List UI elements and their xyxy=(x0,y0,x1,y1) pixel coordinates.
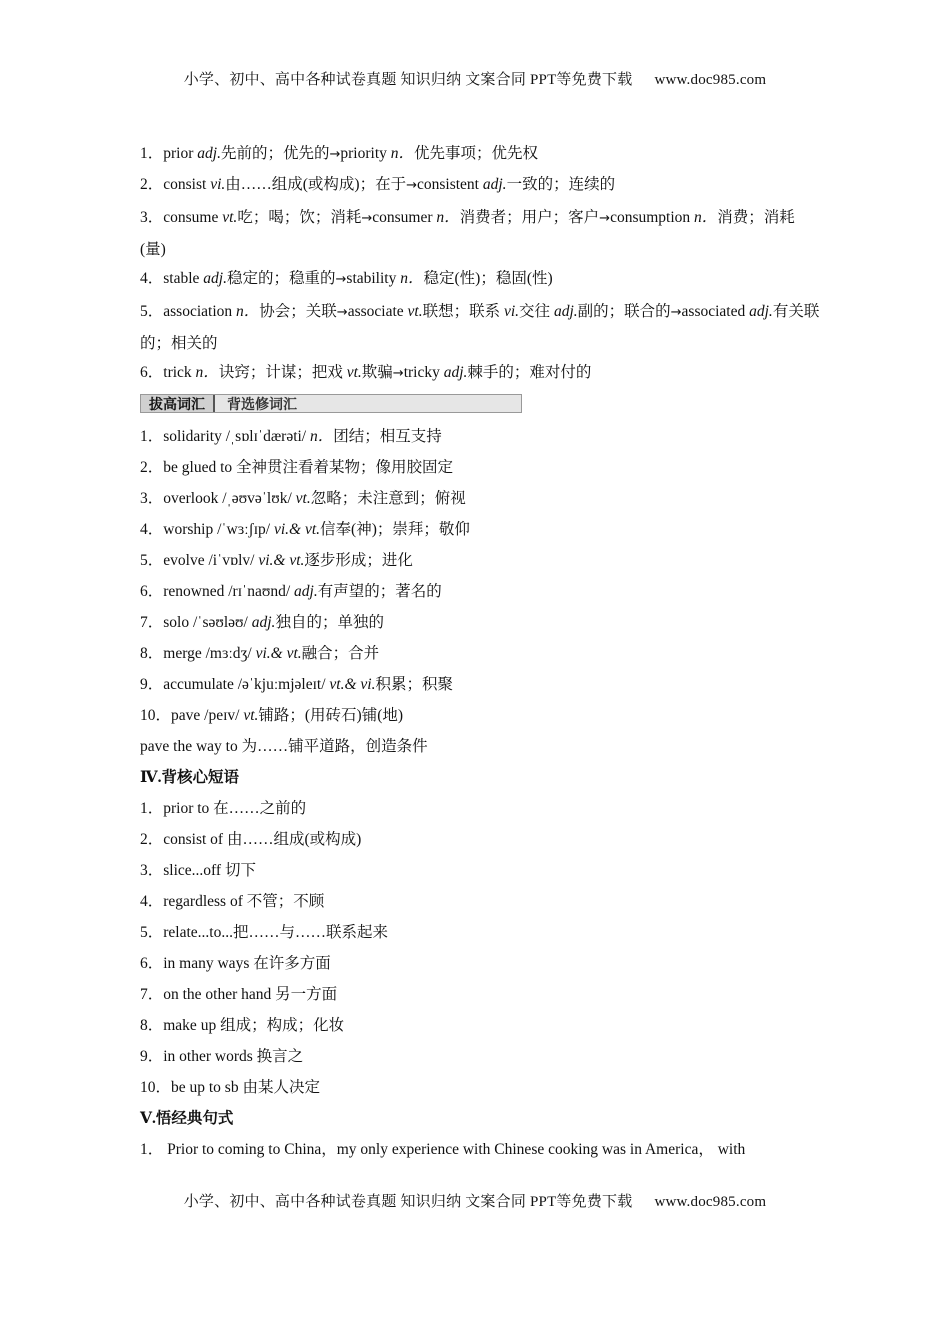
part-of-speech: adj. xyxy=(294,583,318,600)
phrase-entry: 5．relate...to...把……与……联系起来 xyxy=(140,924,388,941)
vocabulary-derivatives-list xyxy=(140,140,820,390)
part-of-speech: vi.& vt. xyxy=(258,552,305,569)
advanced-vocab-entry xyxy=(140,516,820,547)
pave-phrase-note: pave the way to 为……铺平道路，创造条件 xyxy=(140,738,428,755)
entry-text: consist xyxy=(163,176,211,193)
document-body xyxy=(140,140,820,1167)
vocab-entry xyxy=(140,202,820,265)
part-of-speech: vt. xyxy=(243,707,259,724)
page-header xyxy=(0,68,950,89)
entry-text: 联想；联系 xyxy=(422,303,504,320)
entry-number: 4． xyxy=(140,270,164,287)
part-of-speech: vt. xyxy=(407,303,423,320)
entry-text: 诀窍；计谋；把戏 xyxy=(218,364,347,381)
part-of-speech: adj. xyxy=(197,145,221,162)
part-of-speech: vi. xyxy=(210,176,226,193)
phrase-entry: 9．in other words 换言之 xyxy=(140,1048,304,1065)
entry-text: 协会；关联 xyxy=(259,303,337,320)
entry-word: overlook /ˌəʊvəˈlʊk/ xyxy=(163,490,296,507)
part-of-speech: n． xyxy=(310,428,334,445)
part-of-speech: vi.& vt. xyxy=(255,645,302,662)
phrase-entry: 1．prior to 在……之前的 xyxy=(140,800,307,817)
entry-text: associate xyxy=(347,303,408,320)
banner-right-label: 背选修词汇 xyxy=(227,397,297,413)
entry-word: solidarity /ˌsɒlɪˈdærəti/ xyxy=(163,428,310,445)
vocab-entry xyxy=(140,140,820,171)
advanced-vocab-entry xyxy=(140,454,820,485)
banner-left-label: 拔高词汇 xyxy=(141,395,215,412)
entry-text: associated xyxy=(681,303,750,320)
arrow-icon: → xyxy=(670,305,682,320)
advanced-vocab-entry xyxy=(140,485,820,516)
sentence-entry: 1． Prior to coming to China，my only experience with Chinese cooking was in America， with xyxy=(140,1141,746,1158)
entry-meaning: 逐步形成；进化 xyxy=(304,552,413,569)
entry-text: 棘手的；难对付的 xyxy=(467,364,592,381)
arrow-icon: → xyxy=(336,305,348,320)
section-banner xyxy=(140,394,522,413)
part-of-speech: n． xyxy=(236,303,260,320)
entry-text: association xyxy=(163,303,237,320)
part-of-speech: n． xyxy=(390,145,415,162)
entry-text: consumption xyxy=(610,209,695,226)
entry-text: priority xyxy=(340,145,391,162)
entry-meaning: 铺路；(用砖石)铺(地) xyxy=(258,707,404,724)
entry-text: consume xyxy=(163,209,223,226)
entry-meaning: 积累；积聚 xyxy=(375,676,453,693)
entry-number: 8． xyxy=(140,645,164,662)
advanced-vocab-entry xyxy=(140,671,820,702)
entry-word: renowned /rɪˈnaʊnd/ xyxy=(163,583,295,600)
entry-text: consumer xyxy=(372,209,437,226)
part-of-speech: n． xyxy=(400,270,424,287)
core-phrases-list xyxy=(140,795,820,1105)
entry-meaning: 信奉(神)；崇拜；敬仰 xyxy=(320,521,470,538)
entry-meaning: 团结；相互支持 xyxy=(333,428,442,445)
header-text: 小学、初中、高中各种试卷真题 知识归纳 文案合同 PPT等免费下载 xyxy=(183,72,633,88)
entry-word: solo /ˈsəʊləʊ/ xyxy=(163,614,252,631)
header-url: www.doc985.com xyxy=(654,72,767,88)
phrase-entry: 3．slice...off 切下 xyxy=(140,862,256,879)
entry-text: 稳定的；稳重的 xyxy=(226,270,336,287)
footer-url: www.doc985.com xyxy=(654,1194,767,1210)
vocab-entry xyxy=(140,265,820,296)
entry-meaning: 有声望的；著名的 xyxy=(317,583,442,600)
entry-text: 副的；联合的 xyxy=(577,303,671,320)
entry-word: merge /mɜːdʒ/ xyxy=(163,645,256,662)
entry-text: 优先事项；优先权 xyxy=(414,145,539,162)
entry-meaning: 融合；合并 xyxy=(301,645,380,662)
entry-text: tricky xyxy=(403,364,444,381)
entry-text: consistent xyxy=(417,176,483,193)
footer-text: 小学、初中、高中各种试卷真题 知识归纳 文案合同 PPT等免费下载 xyxy=(183,1194,633,1210)
entry-meaning: 独自的；单独的 xyxy=(275,614,384,631)
advanced-vocab-entry xyxy=(140,547,820,578)
advanced-vocabulary-list xyxy=(140,423,820,733)
part-of-speech: vt. xyxy=(295,490,311,507)
part-of-speech: adj. xyxy=(443,364,468,381)
part-of-speech: adj. xyxy=(203,270,227,287)
part-of-speech: adj. xyxy=(482,176,507,193)
entry-word: pave /peɪv/ xyxy=(171,707,244,724)
phrase-entry: 2．consist of 由……组成(或构成) xyxy=(140,831,362,848)
arrow-icon: → xyxy=(392,366,404,381)
part-of-speech: n． xyxy=(436,209,460,226)
entry-text: 吃；喝；饮；消耗 xyxy=(237,209,362,226)
vocab-entry xyxy=(140,296,820,359)
entry-text: trick xyxy=(163,364,196,381)
entry-text: stable xyxy=(163,270,204,287)
entry-text: prior xyxy=(163,145,198,162)
entry-number: 5． xyxy=(140,552,164,569)
arrow-icon: → xyxy=(335,272,347,287)
arrow-icon: → xyxy=(599,211,611,226)
part-of-speech: vt. xyxy=(222,209,238,226)
phrase-entry: 6．in many ways 在许多方面 xyxy=(140,955,331,972)
entry-number: 5． xyxy=(140,303,164,320)
part-of-speech: vi. xyxy=(503,303,520,320)
phrase-entry: 8．make up 组成；构成；化妆 xyxy=(140,1017,345,1034)
page-footer xyxy=(0,1190,950,1211)
entry-text: 有关联的；相关的 xyxy=(140,303,820,352)
entry-text: 一致的；连续的 xyxy=(506,176,616,193)
part-of-speech: vi.& vt. xyxy=(273,521,321,538)
entry-text: 消费者；用户；客户 xyxy=(459,209,600,226)
arrow-icon: → xyxy=(361,211,373,226)
advanced-vocab-entry xyxy=(140,702,820,733)
entry-number: 6． xyxy=(140,364,164,381)
part-of-speech: vt. xyxy=(346,364,362,381)
vocab-entry xyxy=(140,171,820,202)
phrase-entry: 7．on the other hand 另一方面 xyxy=(140,986,338,1003)
advanced-vocab-entry xyxy=(140,423,820,454)
part-of-speech: n． xyxy=(694,209,718,226)
entry-meaning: 全神贯注看着某物；像用胶固定 xyxy=(236,459,454,476)
part-of-speech: adj. xyxy=(251,614,276,631)
entry-word: worship /ˈwɜːʃɪp/ xyxy=(163,521,274,538)
classic-sentences-title: Ⅴ.悟经典句式 xyxy=(140,1110,234,1127)
phrase-entry: 4．regardless of 不管；不顾 xyxy=(140,893,325,910)
advanced-vocab-entry xyxy=(140,640,820,671)
vocab-entry xyxy=(140,359,820,390)
core-phrases-title: Ⅳ.背核心短语 xyxy=(140,769,239,786)
entry-number: 9． xyxy=(140,676,164,693)
entry-number: 3． xyxy=(140,490,164,507)
advanced-vocab-entry xyxy=(140,578,820,609)
entry-meaning: 忽略；未注意到；俯视 xyxy=(310,490,466,507)
entry-text: 消费；消耗(量) xyxy=(140,209,795,258)
entry-number: 6． xyxy=(140,583,164,600)
entry-number: 4． xyxy=(140,521,164,538)
entry-number: 7． xyxy=(140,614,164,631)
entry-text: 由……组成(或构成)；在于 xyxy=(225,176,407,193)
entry-word: accumulate /əˈkjuːmjəleɪt/ xyxy=(163,676,330,693)
phrase-entry: 10．be up to sb 由某人决定 xyxy=(140,1079,320,1096)
entry-number: 2． xyxy=(140,176,164,193)
entry-word: be glued to xyxy=(163,459,237,476)
entry-text: 稳定(性)；稳固(性) xyxy=(423,270,553,287)
entry-number: 1． xyxy=(140,145,164,162)
part-of-speech: adj. xyxy=(749,303,773,320)
entry-number: 10． xyxy=(140,707,172,724)
entry-number: 2． xyxy=(140,459,164,476)
entry-text: stability xyxy=(346,270,401,287)
entry-number: 1． xyxy=(140,428,164,445)
part-of-speech: adj. xyxy=(553,303,578,320)
part-of-speech: vt.& vi. xyxy=(329,676,376,693)
part-of-speech: n． xyxy=(195,364,219,381)
arrow-icon: → xyxy=(329,147,341,162)
classic-sentences-list xyxy=(140,1136,820,1167)
advanced-vocab-entry xyxy=(140,609,820,640)
entry-text: 欺骗 xyxy=(361,364,393,381)
entry-word: evolve /iˈvɒlv/ xyxy=(163,552,259,569)
entry-text: 交往 xyxy=(519,303,554,320)
entry-number: 3． xyxy=(140,209,164,226)
arrow-icon: → xyxy=(406,178,417,193)
entry-text: 先前的；优先的 xyxy=(220,145,330,162)
